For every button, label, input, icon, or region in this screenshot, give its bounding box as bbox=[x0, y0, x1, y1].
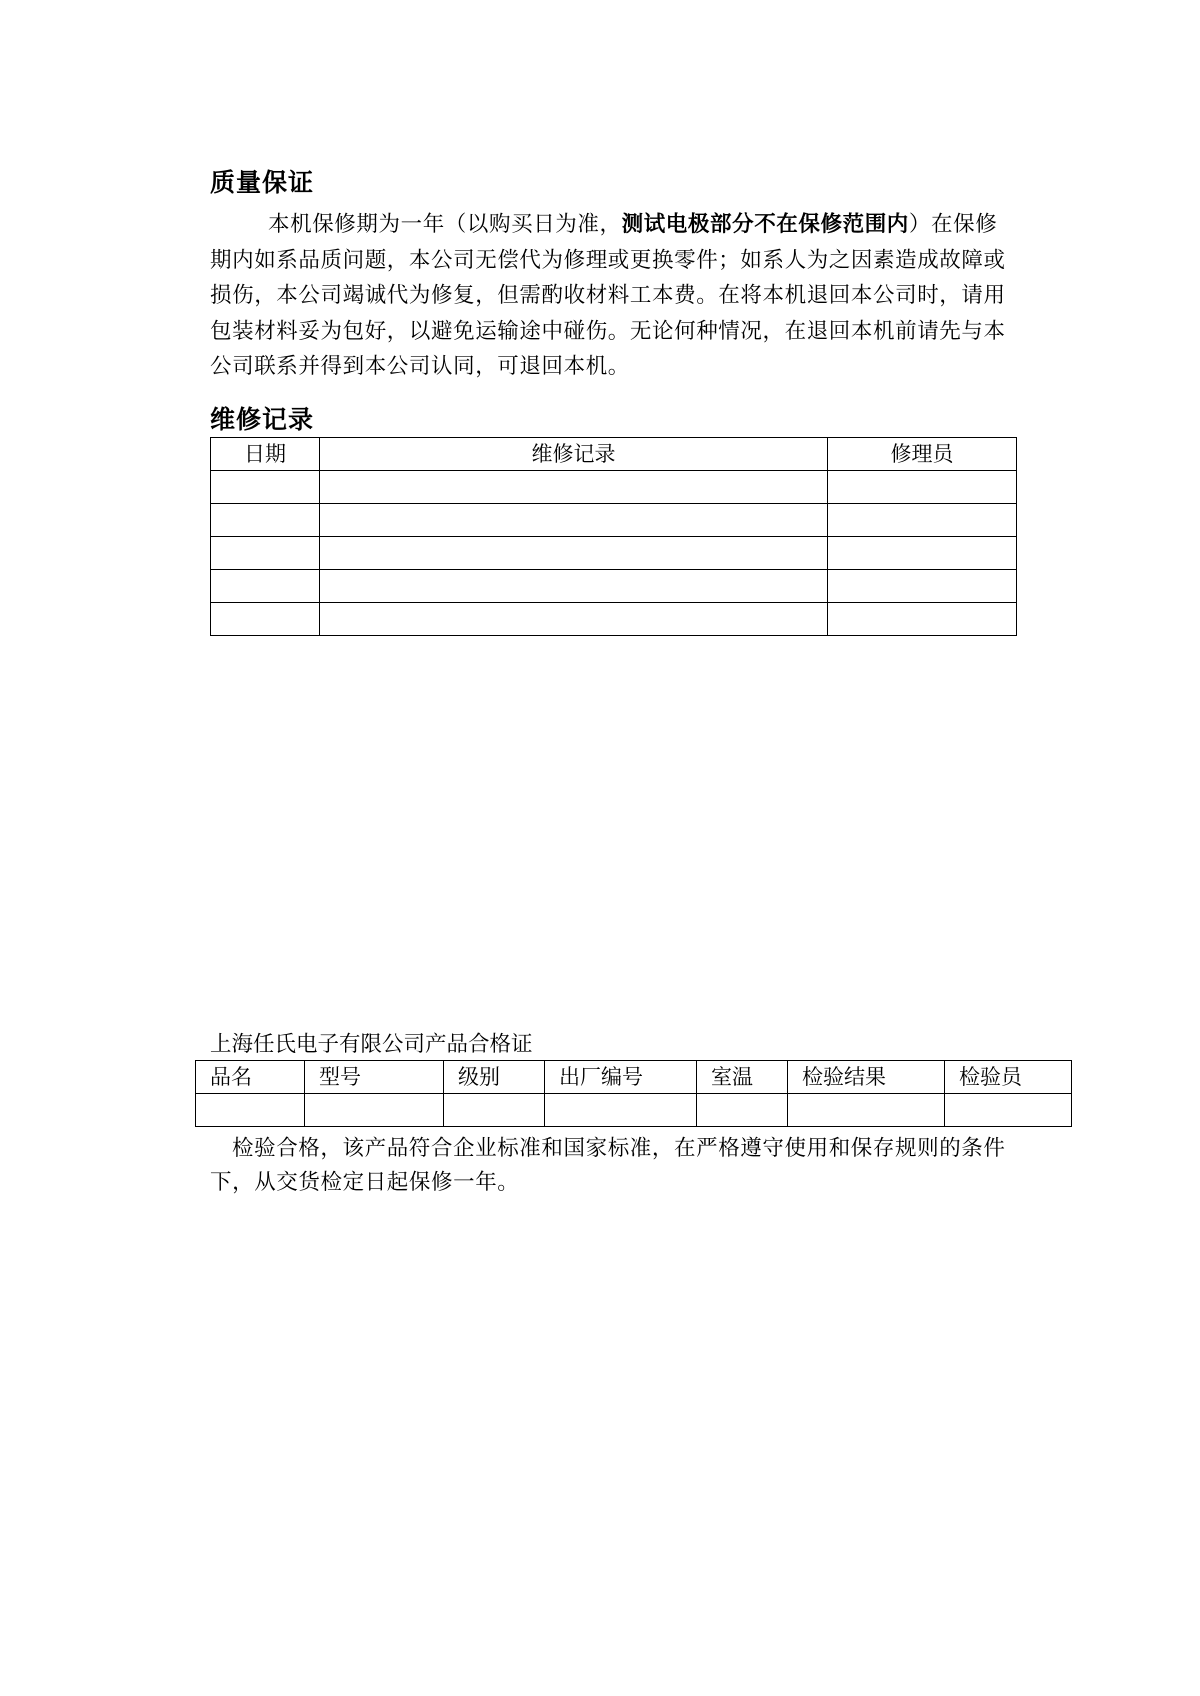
warranty-text-start: 本机保修期为一年（以购买日为准， bbox=[268, 212, 622, 237]
inspector-cell[interactable] bbox=[945, 1094, 1072, 1127]
record-cell[interactable] bbox=[320, 504, 828, 537]
date-cell[interactable] bbox=[211, 570, 320, 603]
header-date: 日期 bbox=[211, 438, 320, 471]
header-serial-number: 出厂编号 bbox=[545, 1061, 697, 1094]
header-repair-record: 维修记录 bbox=[320, 438, 828, 471]
header-product-name: 品名 bbox=[196, 1061, 305, 1094]
table-row bbox=[211, 570, 1017, 603]
date-cell[interactable] bbox=[211, 537, 320, 570]
model-cell[interactable] bbox=[305, 1094, 444, 1127]
repair-record-title: 维修记录 bbox=[210, 405, 315, 434]
header-grade: 级别 bbox=[444, 1061, 545, 1094]
header-inspector: 检验员 bbox=[945, 1061, 1072, 1094]
table-row bbox=[211, 504, 1017, 537]
grade-cell[interactable] bbox=[444, 1094, 545, 1127]
certificate-title: 上海任氏电子有限公司产品合格证 bbox=[210, 1032, 533, 1057]
certificate-table bbox=[195, 1060, 1072, 1127]
inspection-result-cell[interactable] bbox=[788, 1094, 945, 1127]
repairer-cell[interactable] bbox=[828, 570, 1017, 603]
record-cell[interactable] bbox=[320, 471, 828, 504]
warranty-paragraph bbox=[210, 207, 1010, 385]
room-temperature-cell[interactable] bbox=[697, 1094, 788, 1127]
header-inspection-result: 检验结果 bbox=[788, 1061, 945, 1094]
header-model: 型号 bbox=[305, 1061, 444, 1094]
table-row bbox=[211, 471, 1017, 504]
record-cell[interactable] bbox=[320, 603, 828, 636]
warranty-title: 质量保证 bbox=[210, 168, 315, 197]
repairer-cell[interactable] bbox=[828, 537, 1017, 570]
repair-record-table bbox=[210, 437, 1017, 636]
table-header-row bbox=[196, 1061, 1072, 1094]
product-name-cell[interactable] bbox=[196, 1094, 305, 1127]
certificate-statement bbox=[210, 1132, 1010, 1200]
table-row bbox=[211, 603, 1017, 636]
warranty-exclusion-note: 测试电极部分不在保修范围内 bbox=[621, 212, 909, 237]
record-cell[interactable] bbox=[320, 570, 828, 603]
repairer-cell[interactable] bbox=[828, 603, 1017, 636]
table-row bbox=[196, 1094, 1072, 1127]
certificate-statement-text: 检验合格，该产品符合企业标准和国家标准，在严格遵守使用和保存规则的条件下，从交货检定日起保修一年。 bbox=[210, 1136, 1006, 1195]
repairer-cell[interactable] bbox=[828, 504, 1017, 537]
header-room-temperature: 室温 bbox=[697, 1061, 788, 1094]
table-row bbox=[211, 537, 1017, 570]
header-repairer: 修理员 bbox=[828, 438, 1017, 471]
date-cell[interactable] bbox=[211, 471, 320, 504]
table-header-row bbox=[211, 438, 1017, 471]
serial-number-cell[interactable] bbox=[545, 1094, 697, 1127]
date-cell[interactable] bbox=[211, 603, 320, 636]
record-cell[interactable] bbox=[320, 537, 828, 570]
date-cell[interactable] bbox=[211, 504, 320, 537]
repairer-cell[interactable] bbox=[828, 471, 1017, 504]
warranty-text-end: ）在保修期内如系品质问题，本公司无偿代为修理或更换零件；如系人为之因素造成故障或损伤，本公司竭诚代为修复，但需酌收材料工本费。在将本机退回本公司时，请用包装材料妥为包好，以避免运输途中碰伤。无论何种情况，在退回本机前请先与本公司联系并得到本公司认同，可退回本机。 bbox=[210, 212, 1006, 379]
